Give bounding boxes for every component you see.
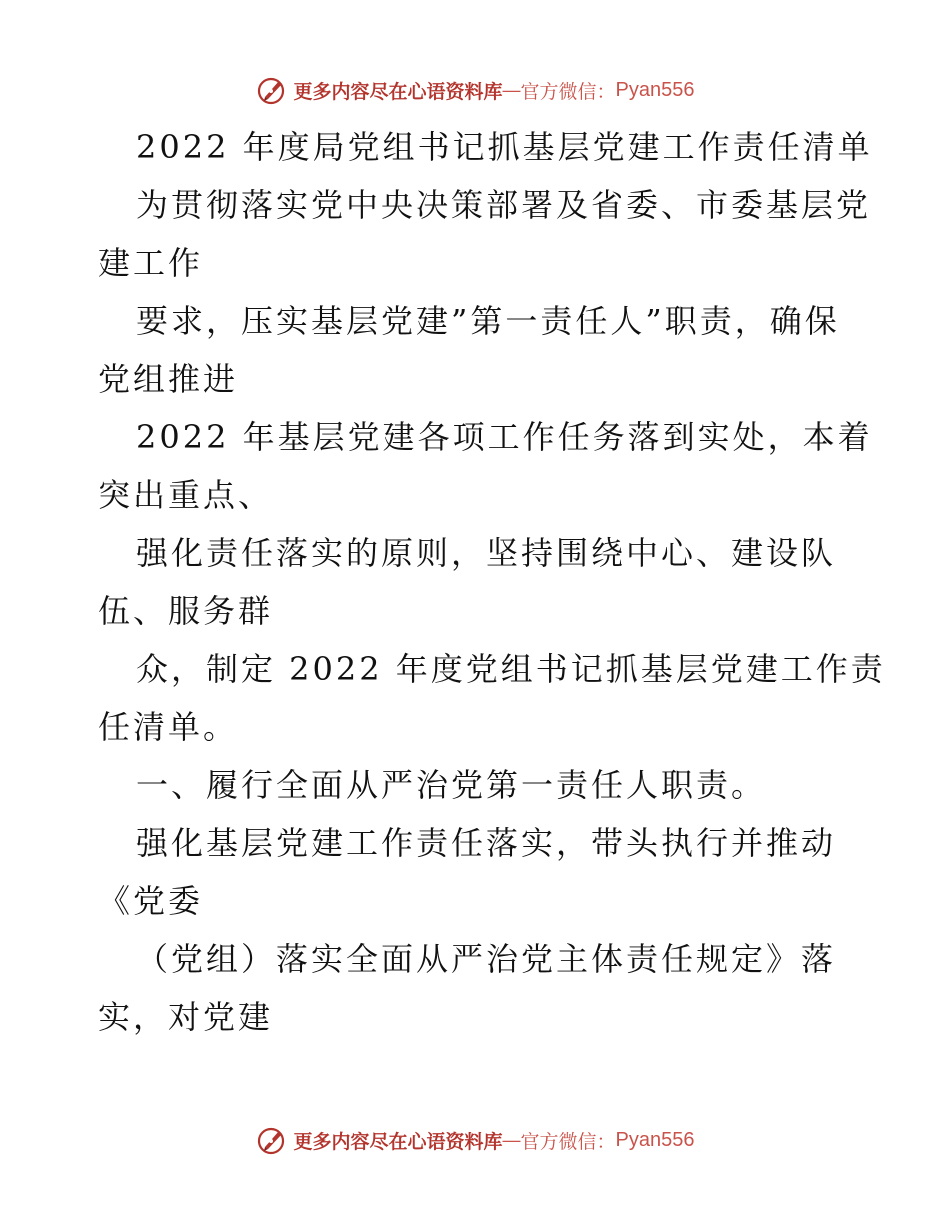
paragraph-line: 强化基层党建工作责任落实，带头执行并推动: [136, 824, 837, 862]
paragraph-line: 党组推进: [98, 360, 239, 398]
watermark-text: 更多内容尽在心语资料库: [293, 80, 503, 103]
paragraph-line: （党组）落实全面从严治党主体责任规定》落: [136, 940, 837, 978]
paragraph-line: 众，制定 2022 年度党组书记抓基层党建工作责: [136, 650, 886, 688]
paragraph-line: 《党委: [98, 882, 204, 920]
wechat-id: Pyan556: [615, 1128, 695, 1151]
pen-logo-icon: [256, 74, 288, 106]
paragraph-line: 任清单。: [98, 708, 239, 746]
wechat-label: 官方微信：: [520, 1130, 616, 1153]
document-title: 2022 年度局党组书记抓基层党建工作责任清单: [136, 128, 873, 166]
paragraph-line: 强化责任落实的原则，坚持围绕中心、建设队: [136, 534, 837, 572]
paragraph-line: 实，对党建: [98, 998, 274, 1036]
paragraph-line: 要求，压实基层党建”第一责任人”职责，确保: [136, 302, 840, 340]
paragraph-line: 为贯彻落实党中央决策部署及省委、市委基层党: [136, 186, 872, 224]
paragraph-line: 建工作: [98, 244, 204, 282]
paragraph-line: 突出重点、: [98, 476, 274, 514]
wechat-label: 官方微信：: [520, 80, 616, 103]
footer-watermark: [0, 1120, 950, 1160]
section-heading: 一、履行全面从严治党第一责任人职责。: [136, 766, 767, 804]
pen-logo-icon: [256, 1124, 288, 1156]
header-watermark: [0, 70, 950, 110]
paragraph-line: 伍、服务群: [98, 592, 274, 630]
document-body: [98, 118, 886, 1046]
paragraph-line: 2022 年基层党建各项工作任务落到实处，本着: [136, 418, 873, 456]
watermark-separator: —: [502, 79, 521, 100]
wechat-id: Pyan556: [615, 78, 695, 101]
watermark-separator: —: [502, 1129, 521, 1150]
watermark-text: 更多内容尽在心语资料库: [293, 1130, 503, 1153]
